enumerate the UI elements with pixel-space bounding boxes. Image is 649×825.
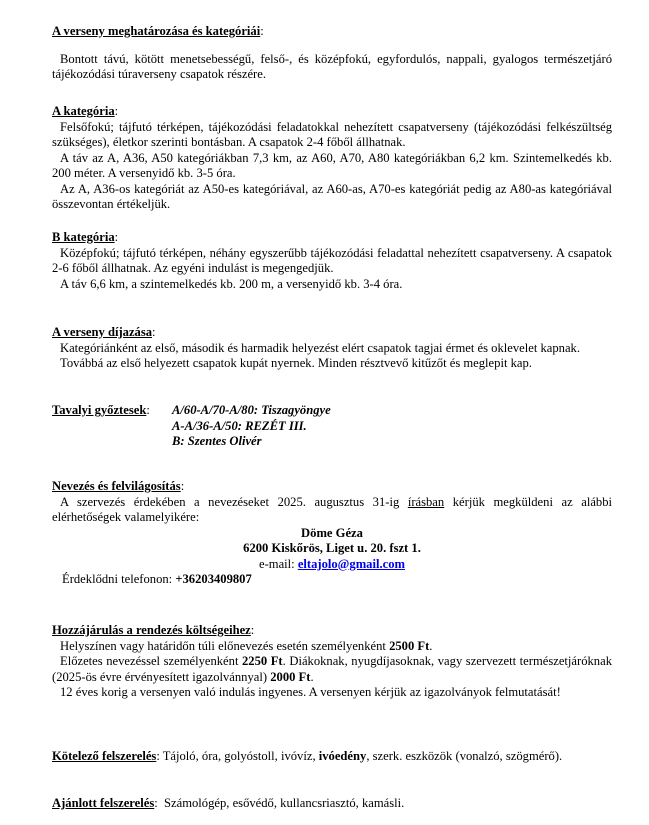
paragraph: Középfokú; tájfutó térképen, néhány egyszerűbb tájékozódási feladattal nehezített csapatverseny. A csapatok 2-6 főből állhatnak. Az egyéni indulást is megengedjük. bbox=[52, 245, 612, 275]
contact-phone: Érdeklődni telefonon: +36203409807 bbox=[62, 572, 252, 586]
section-line: Kötelező felszerelés: Tájoló, óra, golyóstoll, ivóvíz, ivóedény, szerk. eszközök (vonalzó, szögmérő). bbox=[52, 749, 563, 763]
section-heading: Nevezés és felvilágosítás: bbox=[52, 479, 185, 493]
paragraph: 12 éves korig a versenyen való indulás ingyenes. A versenyen kérjük az igazolványok felmutatását! bbox=[60, 685, 561, 699]
paragraph: Kategóriánként az első, második és harmadik helyezést elért csapatok tagjai érmet és oklevelet kapnak. bbox=[60, 340, 580, 355]
section-heading: B kategória: bbox=[52, 230, 119, 244]
paragraph: Előzetes nevezéssel személyenként 2250 Ft. Diákoknak, nyugdíjasoknak, vagy szervezett természetjáróknak (2025-ös évre érvényesített igazolvánnyal) 2000 Ft. bbox=[52, 654, 612, 684]
paragraph: Az A, A36-os kategóriát az A50-es kategóriával, az A60-as, A70-es kategóriát pedig az A80-as kategóriával összevontan értékeljük. bbox=[52, 181, 612, 211]
contact-address: 6200 Kiskőrös, Liget u. 20. fszt 1. bbox=[243, 541, 421, 555]
section-line: Ajánlott felszerelés: Számológép, esővédő, kullancsriasztó, kamásli. bbox=[52, 796, 405, 810]
contact-name: Döme Géza bbox=[301, 525, 363, 540]
paragraph: A szervezés érdekében a nevezéseket 2025. augusztus 31-ig írásban kérjük megküldeni az alábbi elérhetőségek valamelyikére: bbox=[52, 494, 612, 524]
section-entry bbox=[52, 479, 612, 588]
section-last-year-winners bbox=[52, 403, 612, 450]
paragraph: Bontott távú, kötött menetsebességű, felső-, és középfokú, egyfordulós, nappali, gyalogos természetjáró tájékozódási túraverseny csapatok részére. bbox=[52, 51, 612, 81]
email-link[interactable]: eltajolo@gmail.com bbox=[297, 556, 406, 571]
contact-email: e-mail: eltajolo@gmail.com bbox=[258, 556, 406, 571]
winners-list bbox=[172, 403, 331, 450]
section-heading: Hozzájárulás a rendezés költségeihez: bbox=[52, 623, 255, 637]
section-heading: A verseny meghatározása és kategóriái: bbox=[52, 24, 264, 38]
paragraph: Továbbá az első helyezett csapatok kupát nyernek. Minden résztvevő kitűzőt és meglepit kap. bbox=[60, 356, 532, 370]
paragraph: Helyszínen vagy határidőn túli előnevezés esetén személyenként 2500 Ft. bbox=[60, 638, 433, 653]
section-definition bbox=[52, 24, 612, 83]
section-a-category bbox=[52, 104, 612, 213]
section-fees bbox=[52, 623, 612, 701]
paragraph: A táv az A, A36, A50 kategóriákban 7,3 km, az A60, A70, A80 kategóriákban 6,2 km. Szintemelkedés kb. 200 méter. A versenyidő kb. 3-5 óra. bbox=[52, 150, 612, 180]
winner-line: A-A/36-A/50: REZÉT III. bbox=[172, 418, 307, 433]
winners-block bbox=[52, 403, 612, 450]
paragraph: A táv 6,6 km, a szintemelkedés kb. 200 m, a versenyidő kb. 3-4 óra. bbox=[60, 276, 403, 291]
section-heading: Tavalyi győztesek: bbox=[52, 403, 150, 417]
section-heading: A kategória: bbox=[52, 104, 119, 118]
section-b-category bbox=[52, 230, 612, 292]
section-required-equipment bbox=[52, 749, 612, 765]
section-prizes bbox=[52, 325, 612, 372]
winner-line: A/60-A/70-A/80: Tiszagyöngye bbox=[172, 403, 331, 417]
winner-line: B: Szentes Olivér bbox=[172, 434, 262, 448]
paragraph: Felsőfokú; tájfutó térképen, tájékozódási feladatokkal nehezített csapatverseny (tájékozódási felkészültség szükséges), életkor szerinti bontásban. A csapatok 2-4 főből állhatnak. bbox=[52, 119, 612, 149]
section-heading: A verseny díjazása: bbox=[52, 325, 156, 339]
section-recommended-equipment bbox=[52, 796, 612, 812]
